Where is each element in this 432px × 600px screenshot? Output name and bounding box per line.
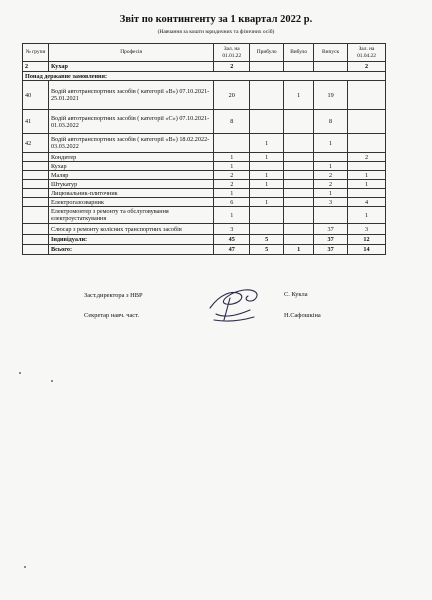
table-row (23, 81, 386, 110)
cell-arrived: 5 (250, 245, 284, 255)
cell-group (23, 180, 49, 189)
cell-arrived (250, 224, 284, 235)
report-subtitle: (Навчання за кошти юридичних та фізичних осіб) (157, 29, 275, 35)
cell-left: 1 (284, 245, 314, 255)
table-row (23, 62, 386, 72)
cell-profession: Штукатур (48, 180, 213, 189)
cell-left (284, 62, 314, 72)
cell-released: 1 (314, 189, 348, 198)
cell-end: 4 (348, 198, 386, 207)
cell-start: 2 (214, 171, 250, 180)
cell-start: 6 (214, 198, 250, 207)
secretary-role: Секретар навч. част. (84, 312, 140, 319)
section-row (23, 72, 386, 81)
cell-group (23, 153, 49, 162)
cell-profession: Електромонтер з ремонту та обслуговування електроустаткування (48, 207, 213, 224)
cell-profession: Маляр (48, 171, 213, 180)
header-left: Вибуло (284, 44, 314, 62)
cell-left (284, 224, 314, 235)
cell-released: 1 (314, 162, 348, 171)
cell-profession: Кухар (48, 162, 213, 171)
cell-left (284, 110, 314, 134)
cell-profession: Лицювальник-плиточник (48, 189, 213, 198)
cell-left (284, 189, 314, 198)
cell-start: 45 (214, 235, 250, 245)
cell-group (23, 207, 49, 224)
cell-arrived: 1 (250, 198, 284, 207)
cell-released: 3 (314, 198, 348, 207)
cell-arrived: 1 (250, 134, 284, 153)
table-header-row (23, 44, 386, 62)
cell-arrived (250, 62, 284, 72)
cell-arrived (250, 110, 284, 134)
cell-start: 2 (214, 62, 250, 72)
cell-start: 1 (214, 162, 250, 171)
section-label: Понад державне замовлення: (23, 72, 386, 81)
cell-start: 2 (214, 180, 250, 189)
table-row (23, 198, 386, 207)
cell-released: 8 (314, 110, 348, 134)
table-row (23, 189, 386, 198)
cell-group (23, 162, 49, 171)
cell-arrived: 1 (250, 180, 284, 189)
cell-profession: Водій автотранспортних засобів ( категорії «В») 18.02.2022- 03.03.2022 (48, 134, 213, 153)
cell-left (284, 134, 314, 153)
cell-released: 37 (314, 235, 348, 245)
cell-group: 2 (23, 62, 49, 72)
cell-group (23, 245, 49, 255)
subtotal-row (23, 235, 386, 245)
cell-profession: Всього: (48, 245, 213, 255)
header-end-balance: Зал. на 01.04.22 (348, 44, 386, 62)
cell-group: 42 (23, 134, 49, 153)
cell-released (314, 62, 348, 72)
cell-start: 1 (214, 189, 250, 198)
header-released: Випуск (314, 44, 348, 62)
cell-group: 41 (23, 110, 49, 134)
table-row (23, 134, 386, 153)
table-row (23, 110, 386, 134)
cell-end: 1 (348, 180, 386, 189)
cell-group: 40 (23, 81, 49, 110)
handwritten-signature (206, 284, 266, 324)
table-row (23, 224, 386, 235)
cell-released (314, 153, 348, 162)
cell-end: 14 (348, 245, 386, 255)
cell-left: 1 (284, 81, 314, 110)
cell-profession: Електрогазозварник (48, 198, 213, 207)
cell-profession: Індивідуали: (48, 235, 213, 245)
cell-start (214, 134, 250, 153)
cell-arrived (250, 162, 284, 171)
cell-end (348, 162, 386, 171)
header-start-balance: Зал. на 01.01.22 (214, 44, 250, 62)
cell-start: 20 (214, 81, 250, 110)
header-group-number: № групи (23, 44, 49, 62)
cell-group (23, 235, 49, 245)
table-row (23, 153, 386, 162)
cell-released: 2 (314, 180, 348, 189)
cell-arrived: 1 (250, 171, 284, 180)
cell-end (348, 189, 386, 198)
table-row (23, 207, 386, 224)
cell-profession: Кухар (48, 62, 213, 72)
cell-left (284, 153, 314, 162)
cell-start: 3 (214, 224, 250, 235)
cell-end: 2 (348, 62, 386, 72)
paper-speck (19, 372, 21, 374)
contingent-table (22, 43, 386, 255)
cell-start: 8 (214, 110, 250, 134)
cell-released: 1 (314, 134, 348, 153)
cell-end: 12 (348, 235, 386, 245)
cell-group (23, 198, 49, 207)
cell-arrived (250, 207, 284, 224)
cell-released: 2 (314, 171, 348, 180)
cell-end: 2 (348, 153, 386, 162)
cell-start: 47 (214, 245, 250, 255)
cell-left (284, 235, 314, 245)
cell-end (348, 81, 386, 110)
paper-speck (51, 380, 53, 382)
cell-left (284, 171, 314, 180)
cell-left (284, 207, 314, 224)
paper-speck (24, 566, 26, 568)
cell-released: 37 (314, 245, 348, 255)
cell-group (23, 171, 49, 180)
header-arrived: Прибуло (250, 44, 284, 62)
cell-released (314, 207, 348, 224)
cell-group (23, 224, 49, 235)
cell-profession: Слюсар з ремонту колісних транспортних засобів (48, 224, 213, 235)
cell-profession: Водій автотранспортних засобів ( категорії «С») 07.10.2021-01.03.2022 (48, 110, 213, 134)
deputy-director-name: С. Кукла (284, 291, 308, 298)
secretary-name: Н.Сафошкіна (284, 312, 321, 319)
cell-end (348, 134, 386, 153)
cell-left (284, 180, 314, 189)
cell-arrived (250, 81, 284, 110)
cell-end: 1 (348, 207, 386, 224)
cell-profession: Кондитер (48, 153, 213, 162)
table-row (23, 171, 386, 180)
table-row (23, 180, 386, 189)
cell-end: 3 (348, 224, 386, 235)
cell-start: 1 (214, 207, 250, 224)
report-title: Звіт по контингенту за 1 квартал 2022 р. (119, 14, 313, 25)
cell-end: 1 (348, 171, 386, 180)
cell-arrived: 5 (250, 235, 284, 245)
cell-start: 1 (214, 153, 250, 162)
total-row (23, 245, 386, 255)
cell-end (348, 110, 386, 134)
cell-released: 19 (314, 81, 348, 110)
cell-profession: Водій автотранспортних засобів ( категорії «В») 07.10.2021-25.01.2021 (48, 81, 213, 110)
cell-arrived (250, 189, 284, 198)
table-row (23, 162, 386, 171)
cell-left (284, 198, 314, 207)
cell-left (284, 162, 314, 171)
cell-arrived: 1 (250, 153, 284, 162)
deputy-director-role: Заст.директора з НВР (84, 292, 143, 299)
cell-released: 37 (314, 224, 348, 235)
cell-group (23, 189, 49, 198)
header-profession: Професія (48, 44, 213, 62)
